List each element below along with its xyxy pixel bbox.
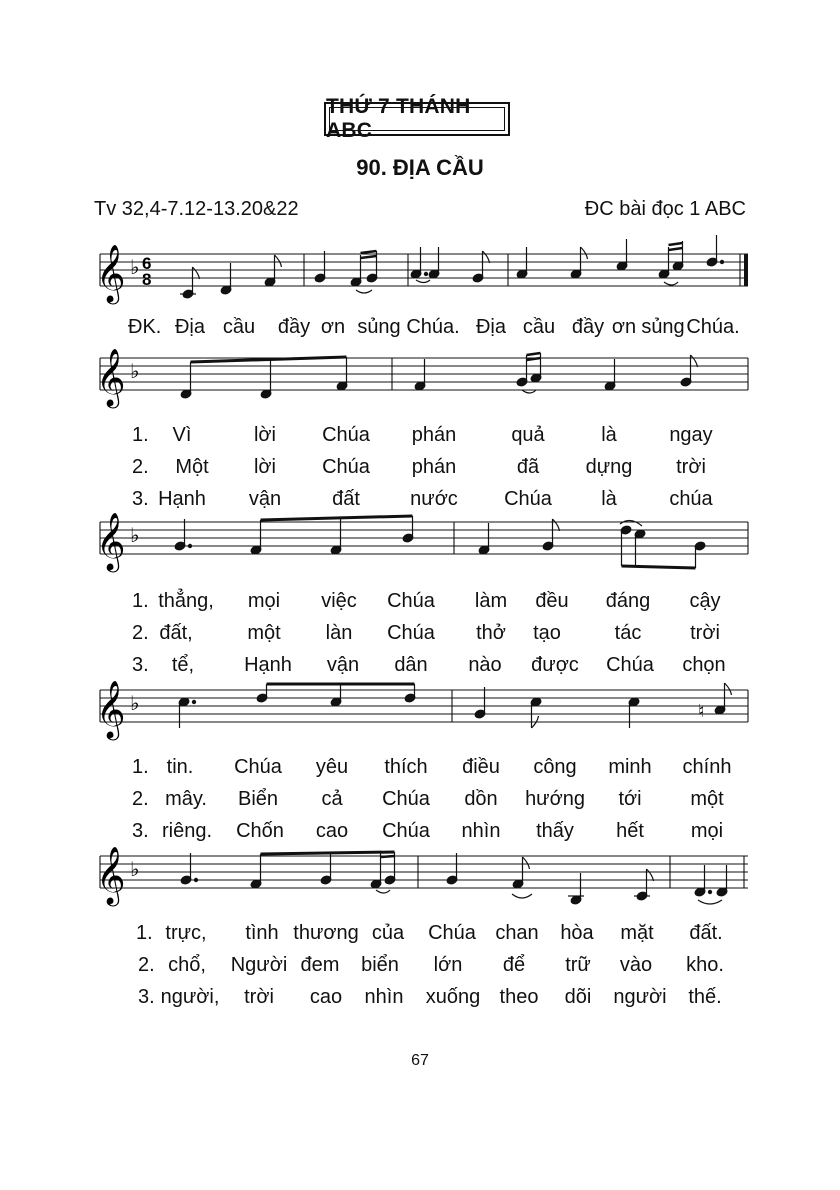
lyric-word: chổ, (168, 954, 206, 976)
lyric-word: hòa (560, 922, 594, 944)
lyric-word: tình (245, 922, 279, 944)
verse-1-row-2 (0, 456, 840, 484)
verse-number: 2. (132, 456, 149, 478)
lyric-word: chúa (669, 488, 713, 510)
lyric-word: nào (468, 654, 502, 676)
lyric-word: cầu (222, 316, 256, 338)
lyric-word: riêng. (161, 820, 213, 842)
lyric-word: Một (175, 456, 209, 478)
lyric-word: đem (300, 954, 340, 976)
lyric-word: được (531, 654, 579, 676)
lyric-word: lớn (433, 954, 463, 976)
flat-icon: ♭ (130, 857, 140, 881)
lyric-word: Chúa (322, 424, 370, 446)
lyric-word: người, (160, 986, 220, 1008)
lyric-word: nhìn (461, 820, 501, 842)
lyric-word: theo (499, 986, 539, 1008)
refrain-lead: ĐK. (128, 316, 162, 338)
verse-3-row-2 (0, 788, 840, 816)
treble-clef-icon: 𝄞 (96, 512, 126, 570)
verse-number: 3. (132, 488, 149, 510)
verse-number: 1. (132, 590, 149, 612)
lyric-word: sủng (641, 316, 685, 338)
verse-4-row-1 (0, 922, 840, 950)
lyric-word: chan (495, 922, 539, 944)
verse-2-row-1 (0, 590, 840, 618)
reading-reference: ĐC bài đọc 1 ABC (584, 198, 746, 220)
lyric-word: mây. (165, 788, 207, 810)
lyric-word: Chúa (382, 820, 430, 842)
lyric-word: Địa (174, 316, 206, 338)
verse-4-row-2 (0, 954, 840, 982)
lyric-word: thích (384, 756, 428, 778)
lyric-word: trời (244, 986, 274, 1008)
lyric-word: sủng (357, 316, 401, 338)
lyric-word: thế. (688, 986, 722, 1008)
flat-icon: ♭ (130, 523, 140, 547)
treble-clef-icon: 𝄞 (96, 680, 126, 738)
lyric-word: chọn (682, 654, 726, 676)
time-signature-top: 6 (142, 254, 152, 273)
lyric-word: để (502, 954, 526, 976)
music-staff-5 (96, 842, 750, 914)
verse-number: 1. (132, 756, 149, 778)
lyric-word: cả (321, 788, 343, 810)
lyric-word: trời (676, 456, 706, 478)
lyric-word: Chúa (387, 622, 435, 644)
lyric-word: nước (410, 488, 458, 510)
lyric-word: đều (535, 590, 569, 612)
lyric-word: vận (248, 488, 282, 510)
lyric-word: đã (516, 456, 540, 478)
flat-icon: ♭ (130, 691, 140, 715)
lyric-word: làn (325, 622, 353, 644)
lyric-word: tạo (533, 622, 561, 644)
lyric-word: kho. (686, 954, 724, 976)
lyric-word: Chúa (234, 756, 282, 778)
lyric-word: Chúa. (686, 316, 740, 338)
treble-clef-icon: 𝄞 (96, 244, 126, 302)
lyric-word: cầu (522, 316, 556, 338)
lyric-word: cao (315, 820, 349, 842)
lyric-word: Biển (237, 788, 279, 810)
verse-number: 1. (132, 424, 149, 446)
section-banner-text: THỨ 7 THÁNH ABC (326, 95, 471, 142)
lyric-word: Chúa (428, 922, 476, 944)
lyric-word: đất. (689, 922, 723, 944)
lyric-word: mặt (620, 922, 654, 944)
verse-number: 3. (138, 986, 155, 1008)
lyric-word: là (601, 424, 617, 446)
lyric-word: ơn (611, 316, 637, 338)
treble-clef-icon: 𝄞 (96, 846, 126, 904)
lyric-word: Người (230, 954, 288, 976)
lyric-word: Chúa. (406, 316, 460, 338)
lyric-word: đất (332, 488, 360, 510)
lyric-word: mọi (247, 590, 281, 612)
lyric-word: đầy (571, 316, 605, 338)
lyric-word: công (533, 756, 577, 778)
lyric-word: quả (511, 424, 545, 446)
lyric-word: thấy (536, 820, 574, 842)
lyric-word: đất, (159, 622, 193, 644)
verse-number: 3. (132, 820, 149, 842)
lyric-word: vận (326, 654, 360, 676)
lyric-word: tác (614, 622, 642, 644)
lyric-word: minh (608, 756, 652, 778)
verse-1-row-1 (0, 424, 840, 452)
lyric-word: trữ (565, 954, 591, 976)
lyric-word: tới (618, 788, 642, 810)
lyric-word: trực, (165, 922, 207, 944)
music-staff-3 (96, 508, 750, 580)
flat-icon: ♭ (130, 255, 140, 279)
lyric-word: tin. (166, 756, 194, 778)
lyric-word: yêu (315, 756, 349, 778)
verse-3-row-1 (0, 756, 840, 784)
refrain-lyrics (0, 316, 840, 344)
song-title: 90. ĐỊA CẦU (356, 155, 484, 180)
lyric-word: Chốn (236, 820, 284, 842)
lyric-word: dân (394, 654, 428, 676)
lyric-word: trời (690, 622, 720, 644)
verse-number: 1. (136, 922, 153, 944)
lyric-word: biển (361, 954, 399, 976)
lyric-word: làm (474, 590, 508, 612)
lyric-word: Chúa (387, 590, 435, 612)
lyric-word: thương (293, 922, 359, 944)
lyric-word: Chúa (322, 456, 370, 478)
lyric-word: dõi (564, 986, 592, 1008)
verse-number: 2. (138, 954, 155, 976)
lyric-word: đáng (605, 590, 651, 612)
lyric-word: Hạnh (158, 488, 206, 510)
lyric-word: người (613, 986, 667, 1008)
lyric-word: một (690, 788, 724, 810)
music-staff-4 (96, 676, 750, 746)
lyric-word: Địa (475, 316, 507, 338)
lyric-word: là (601, 488, 617, 510)
lyric-word: Chúa (606, 654, 654, 676)
lyric-word: cậy (689, 590, 721, 612)
lyric-word: vào (619, 954, 653, 976)
lyric-word: lời (253, 456, 277, 478)
lyric-word: thẳng, (158, 590, 214, 612)
psalm-reference: Tv 32,4-7.12-13.20&22 (94, 198, 299, 220)
lyric-word: Chúa (504, 488, 552, 510)
verse-4-row-3 (0, 986, 840, 1014)
lyric-word: điều (462, 756, 500, 778)
lyric-word: việc (321, 590, 357, 612)
lyric-word: xuống (425, 986, 481, 1008)
page-number: 67 (411, 1052, 429, 1069)
lyric-word: phán (411, 456, 457, 478)
lyric-word: mọi (690, 820, 724, 842)
lyric-word: đầy (277, 316, 311, 338)
lyric-word: hết (616, 820, 644, 842)
lyric-word: hướng (525, 788, 585, 810)
lyric-word: Chúa (382, 788, 430, 810)
treble-clef-icon: 𝄞 (96, 348, 126, 406)
lyric-word: một (247, 622, 281, 644)
lyric-word: thở (476, 622, 506, 644)
lyric-word: tể, (171, 654, 195, 676)
lyric-word: phán (411, 424, 457, 446)
section-banner (324, 95, 510, 142)
lyric-word: dựng (585, 456, 633, 478)
lyric-word: cao (309, 986, 343, 1008)
natural-sign-icon: ♮ (698, 701, 705, 722)
verse-number: 2. (132, 788, 149, 810)
verse-2-row-2 (0, 622, 840, 650)
music-staff-1 (96, 240, 750, 310)
verse-number: 2. (132, 622, 149, 644)
time-signature-bottom: 8 (142, 270, 152, 289)
lyric-word: dồn (464, 788, 498, 810)
lyric-word: lời (253, 424, 277, 446)
lyric-word: ngay (669, 424, 713, 446)
flat-icon: ♭ (130, 359, 140, 383)
lyric-word: chính (682, 756, 732, 778)
lyric-word: Hạnh (244, 654, 292, 676)
music-staff-2 (96, 344, 750, 414)
lyric-word: nhìn (364, 986, 404, 1008)
lyric-word: Vì (172, 424, 192, 446)
verse-number: 3. (132, 654, 149, 676)
lyric-word: của (371, 922, 405, 944)
lyric-word: ơn (320, 316, 346, 338)
